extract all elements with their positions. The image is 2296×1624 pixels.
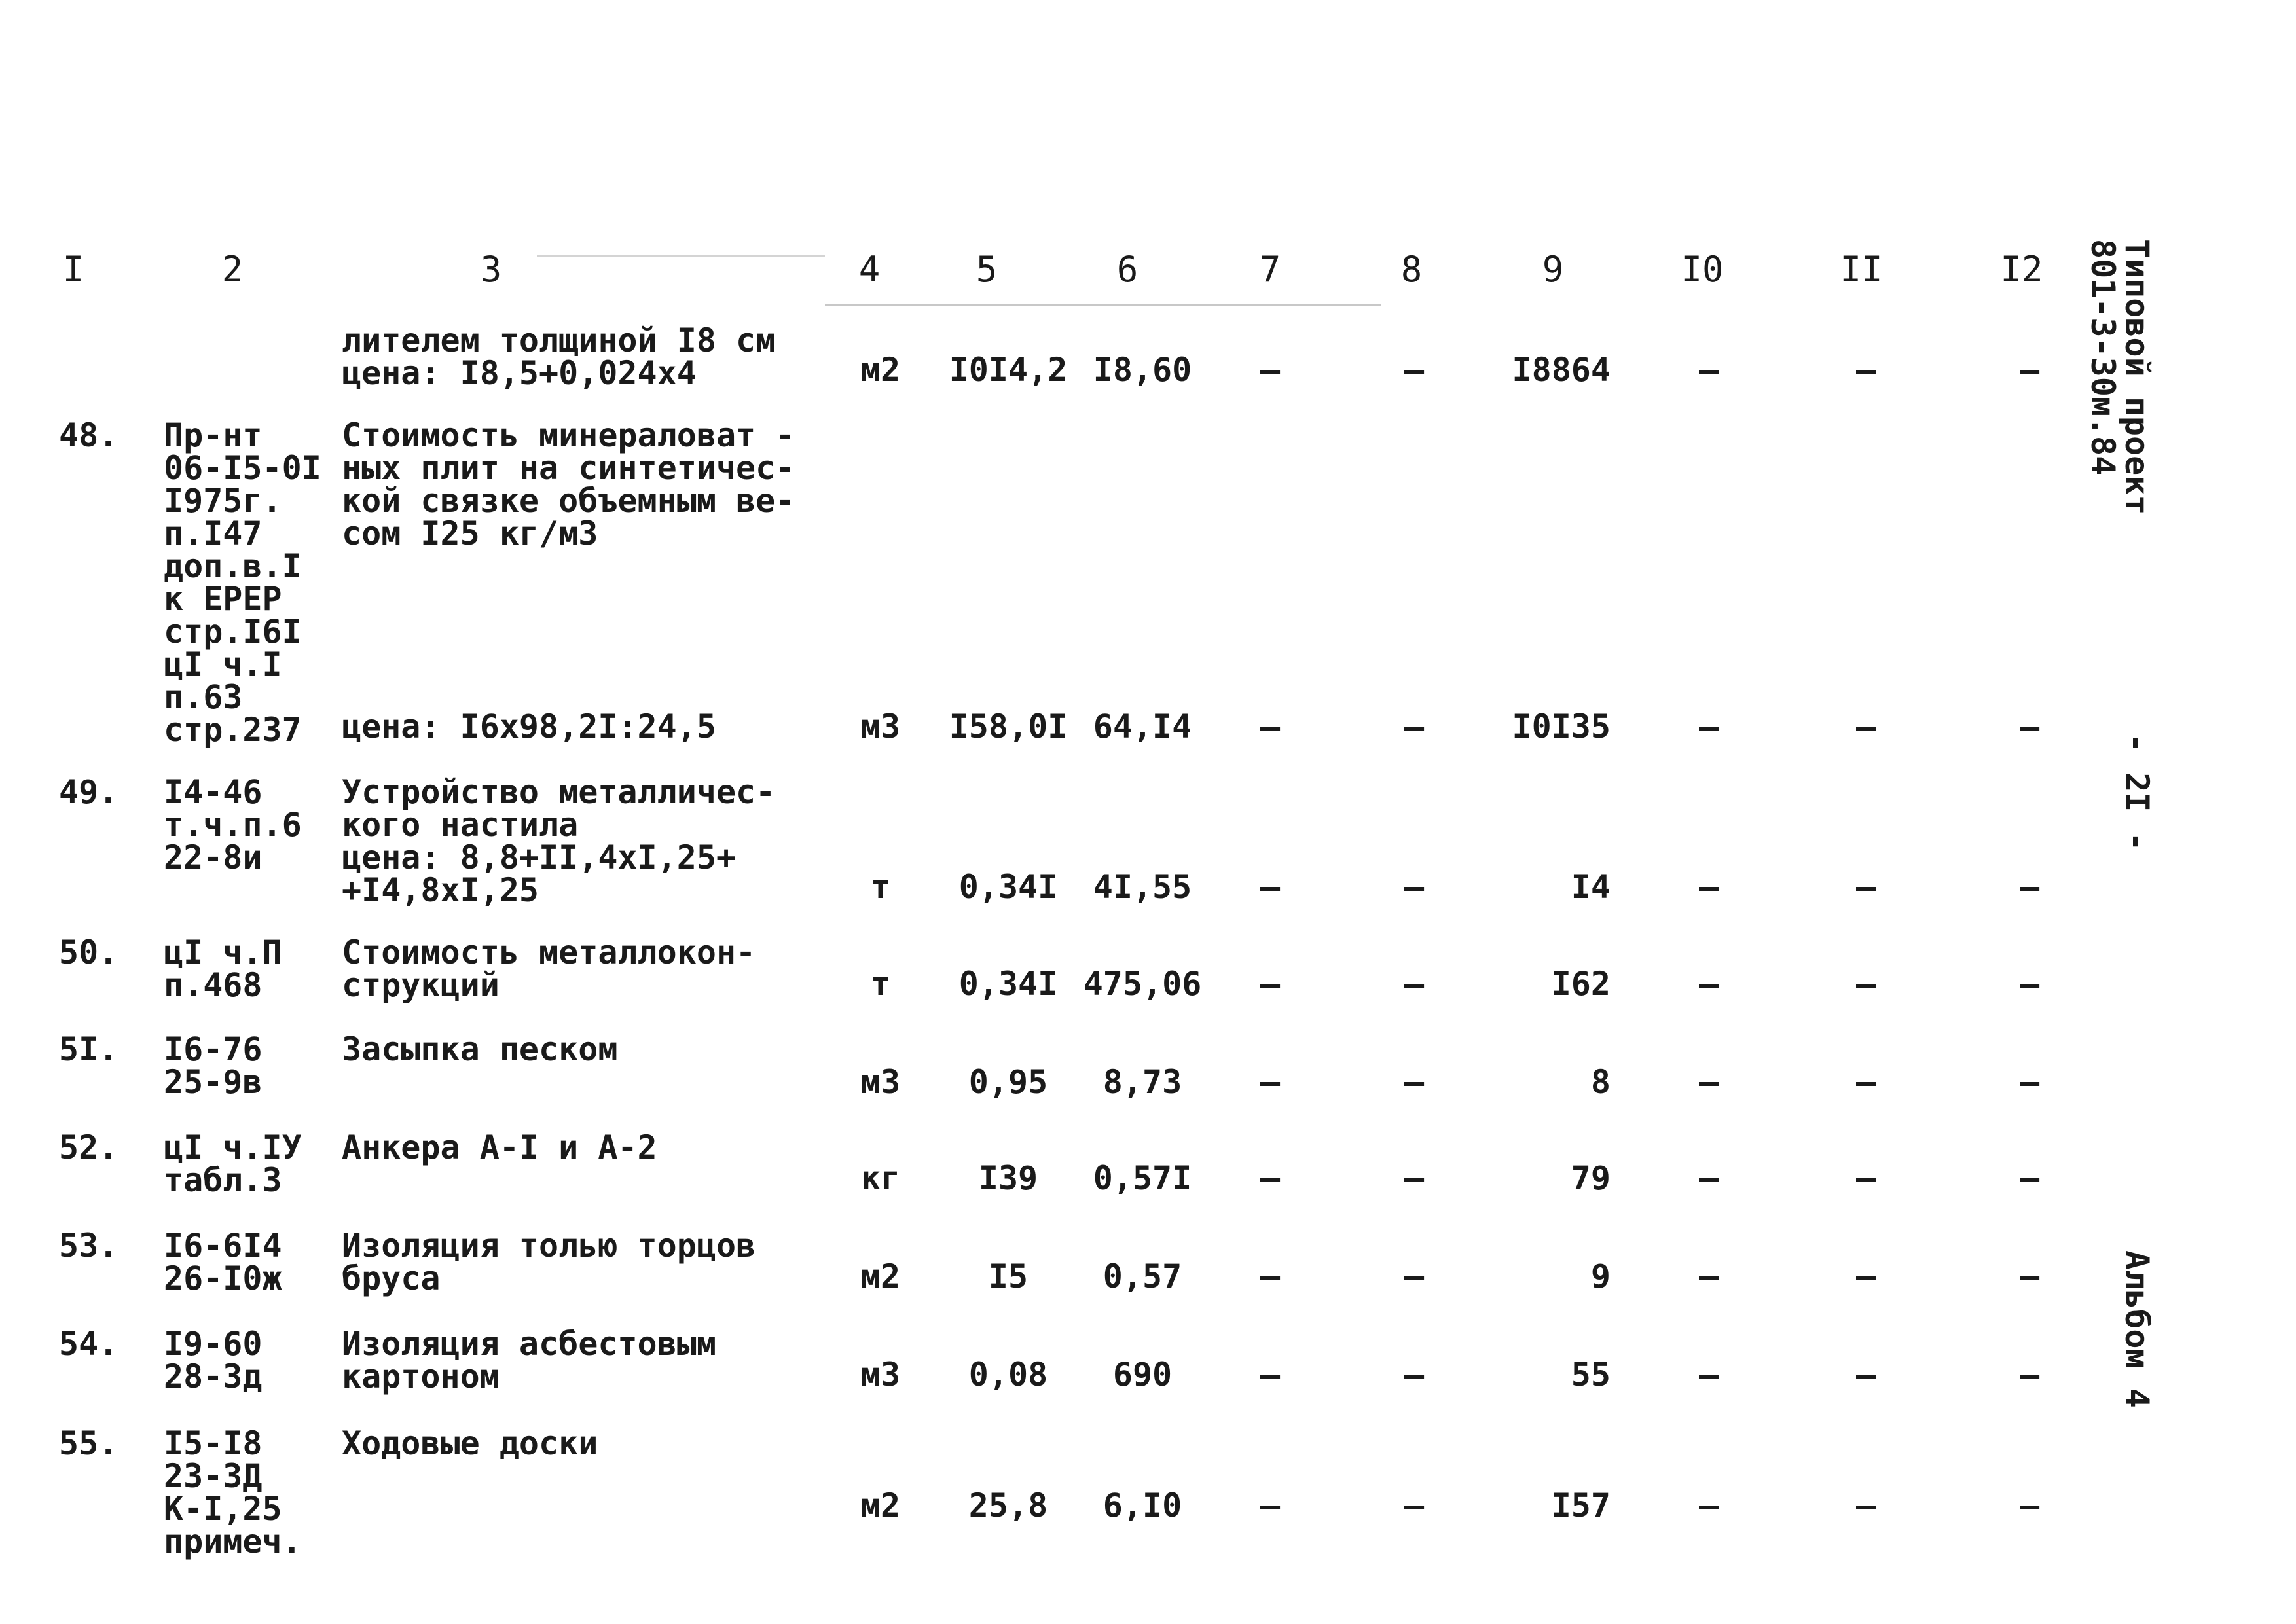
row-col-7: – xyxy=(1260,1257,1281,1295)
row-description: Стоимость минераловат - ных плит на синтетичес- кой связке объемным ве- сом I25 кг/м3 xyxy=(342,416,795,552)
row-col-10: – xyxy=(1698,1063,1719,1101)
row-unit: м2 xyxy=(860,1257,901,1295)
album-label: Альбом 4 xyxy=(2118,1250,2156,1408)
row-col-7: – xyxy=(1260,351,1281,389)
row-col-11: – xyxy=(1855,1356,1876,1394)
row-col-12: – xyxy=(2019,1257,2040,1295)
row-description: Ходовые доски xyxy=(342,1424,598,1462)
row-description: Стоимость металлокон- струкций xyxy=(342,933,756,1004)
row-code: I4-46 т.ч.п.6 22-8и xyxy=(164,773,302,876)
row-col-11: – xyxy=(1855,351,1876,389)
row-quantity: I0I4,2 xyxy=(949,351,1068,389)
row-code: цI ч.П п.468 xyxy=(164,933,282,1004)
row-col-11: – xyxy=(1855,868,1876,906)
row-total: I0I35 xyxy=(1512,708,1611,746)
row-code: цI ч.IУ табл.3 xyxy=(164,1128,302,1199)
row-col-7: – xyxy=(1260,708,1281,746)
row-number: 50. xyxy=(59,933,118,971)
row-col-10: – xyxy=(1698,1487,1719,1525)
header-col-9: 9 xyxy=(1542,249,1564,290)
row-price: 64,I4 xyxy=(1093,708,1192,746)
row-quantity: 0,08 xyxy=(968,1356,1048,1394)
row-col-7: – xyxy=(1260,965,1281,1003)
row-quantity: 0,95 xyxy=(968,1063,1048,1101)
row-number: 55. xyxy=(59,1424,118,1462)
row-col-10: – xyxy=(1698,708,1719,746)
row-number: 54. xyxy=(59,1325,118,1363)
row-col-10: – xyxy=(1698,965,1719,1003)
row-col-8: – xyxy=(1404,965,1425,1003)
row-quantity: I58,0I xyxy=(949,708,1068,746)
row-number: 48. xyxy=(59,416,118,454)
row-unit: м2 xyxy=(860,1487,901,1525)
header-col-3: 3 xyxy=(480,249,502,290)
header-col-2: 2 xyxy=(221,249,244,290)
row-price: 690 xyxy=(1112,1356,1173,1394)
row-total: I8864 xyxy=(1512,351,1611,389)
row-col-8: – xyxy=(1404,1356,1425,1394)
row-description: Засыпка песком xyxy=(342,1030,618,1068)
row-unit: т xyxy=(870,868,891,906)
row-total: 9 xyxy=(1590,1257,1611,1295)
header-col-10: I0 xyxy=(1681,249,1724,290)
row-col-7: – xyxy=(1260,1159,1281,1197)
row-col-11: – xyxy=(1855,965,1876,1003)
header-col-12: I2 xyxy=(2000,249,2043,290)
row-code: Пр-нт 06-I5-0I I975г. п.I47 доп.в.I к ЕРЕР стр.I6I цI ч.I п.63 стр.237 xyxy=(164,416,321,749)
row-quantity: I5 xyxy=(988,1257,1029,1295)
row-col-12: – xyxy=(2019,1356,2040,1394)
row-unit: м3 xyxy=(860,708,901,746)
row-price: I8,60 xyxy=(1093,351,1192,389)
row-quantity: I39 xyxy=(978,1159,1038,1197)
row-col-8: – xyxy=(1404,708,1425,746)
row-col-12: – xyxy=(2019,351,2040,389)
row-description: лителем толщиной I8 см цена: I8,5+0,024x4 xyxy=(342,321,776,392)
row-col-11: – xyxy=(1855,1063,1876,1101)
row-total: I57 xyxy=(1551,1487,1611,1525)
header-col-6: 6 xyxy=(1116,249,1139,290)
row-quantity: 0,34I xyxy=(958,965,1058,1003)
row-col-12: – xyxy=(2019,708,2040,746)
row-description: Устройство металличес- кого настила цена: 8,8+II,4xI,25+ +I4,8xI,25 xyxy=(342,773,776,909)
row-unit: м2 xyxy=(860,351,901,389)
row-price: 8,73 xyxy=(1102,1063,1182,1101)
row-col-8: – xyxy=(1404,1159,1425,1197)
row-price: 475,06 xyxy=(1083,965,1202,1003)
row-description: Анкера А-I и А-2 xyxy=(342,1128,657,1166)
row-col-12: – xyxy=(2019,1159,2040,1197)
row-col-12: – xyxy=(2019,868,2040,906)
row-col-7: – xyxy=(1260,1356,1281,1394)
row-total: 79 xyxy=(1571,1159,1611,1197)
row-col-7: – xyxy=(1260,1487,1281,1525)
header-col-8: 8 xyxy=(1400,249,1423,290)
header-col-5: 5 xyxy=(975,249,998,290)
row-unit: т xyxy=(870,965,891,1003)
header-col-7: 7 xyxy=(1259,249,1281,290)
row-col-11: – xyxy=(1855,708,1876,746)
row-total: 55 xyxy=(1571,1356,1611,1394)
row-col-10: – xyxy=(1698,868,1719,906)
row-col-10: – xyxy=(1698,1159,1719,1197)
row-total: 8 xyxy=(1590,1063,1611,1101)
row-total: I62 xyxy=(1551,965,1611,1003)
row-quantity: 0,34I xyxy=(958,868,1058,906)
row-number: 53. xyxy=(59,1227,118,1265)
row-col-8: – xyxy=(1404,1257,1425,1295)
row-total: I4 xyxy=(1571,868,1611,906)
row-code: I6-6I4 26-I0ж xyxy=(164,1227,282,1297)
row-col-8: – xyxy=(1404,1487,1425,1525)
row-number: 52. xyxy=(59,1128,118,1166)
row-col-7: – xyxy=(1260,868,1281,906)
row-price: 0,57I xyxy=(1093,1159,1192,1197)
header-col-1: I xyxy=(62,249,84,290)
row-col-8: – xyxy=(1404,868,1425,906)
row-description: Изоляция толью торцов бруса xyxy=(342,1227,756,1297)
row-code: I6-76 25-9в xyxy=(164,1030,263,1101)
row-description: Изоляция асбестовым картоном xyxy=(342,1325,716,1396)
row-code: I5-I8 23-3Д К-I,25 примеч. xyxy=(164,1424,302,1561)
row-col-11: – xyxy=(1855,1487,1876,1525)
row-col-12: – xyxy=(2019,1063,2040,1101)
row-unit: м3 xyxy=(860,1063,901,1101)
row-col-12: – xyxy=(2019,1487,2040,1525)
row-col-10: – xyxy=(1698,351,1719,389)
row-col-8: – xyxy=(1404,1063,1425,1101)
row-price: 6,I0 xyxy=(1102,1487,1182,1525)
row-price: 4I,55 xyxy=(1093,868,1192,906)
row-price: 0,57 xyxy=(1102,1257,1182,1295)
row-col-11: – xyxy=(1855,1257,1876,1295)
row-unit: м3 xyxy=(860,1356,901,1394)
row-col-8: – xyxy=(1404,351,1425,389)
row-col-12: – xyxy=(2019,965,2040,1003)
page-number: - 2I - xyxy=(2118,733,2156,852)
row-number: 49. xyxy=(59,773,118,811)
row-description-price: цена: I6x98,2I:24,5 xyxy=(342,708,716,746)
row-number: 5I. xyxy=(59,1030,118,1068)
header-divider xyxy=(825,304,1381,306)
row-col-10: – xyxy=(1698,1356,1719,1394)
row-col-11: – xyxy=(1855,1159,1876,1197)
row-quantity: 25,8 xyxy=(968,1487,1048,1525)
header-divider xyxy=(537,255,825,257)
project-stamp: Типовой проект 801-3-30м.84 xyxy=(2084,239,2156,515)
row-code: I9-60 28-3д xyxy=(164,1325,263,1396)
header-col-11: II xyxy=(1840,249,1883,290)
row-col-10: – xyxy=(1698,1257,1719,1295)
row-col-7: – xyxy=(1260,1063,1281,1101)
header-col-4: 4 xyxy=(858,249,881,290)
row-unit: кг xyxy=(860,1159,901,1197)
